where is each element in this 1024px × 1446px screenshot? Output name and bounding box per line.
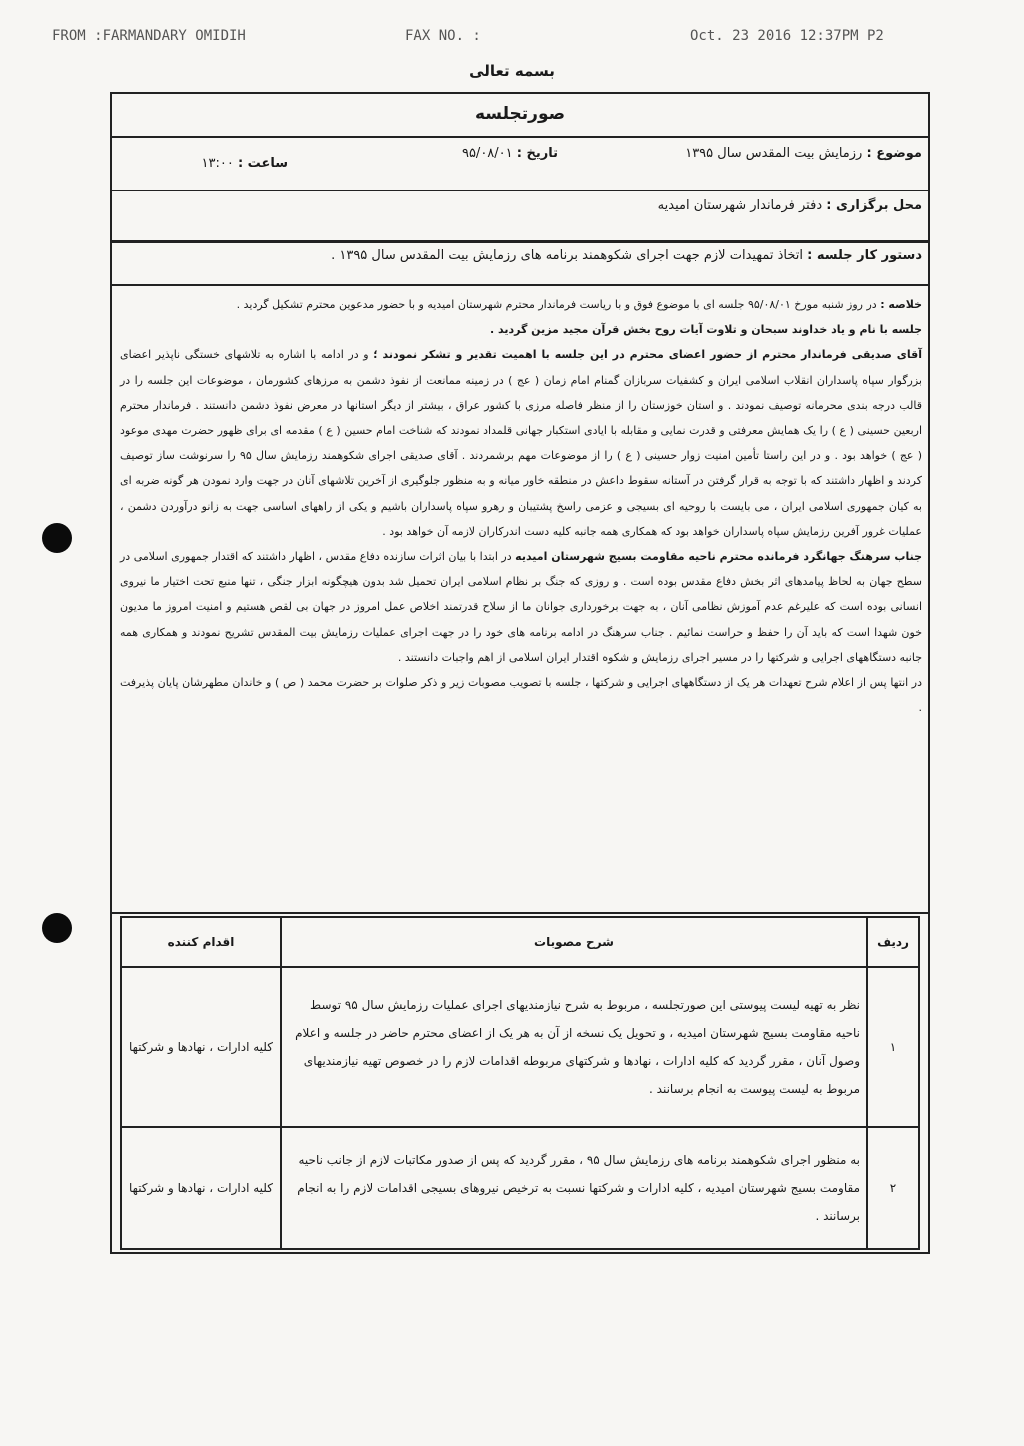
summary-text-4: در ابتدا با بیان اثرات سازنده دفاع مقدس ، اظهار داشتند که اقتدار جمهوری اسلامی در سطح جهان به لحاظ پیامدهای اثر بخش دفاع مقدس بوده است . و روزی که جنگ بر نظام اسلامی ایران تحمیل شد بدون هیچگونه ابزار جنگی ، تنها منبع تحت اختیار ما نیروی انسانی بوده است که علیرغم عدم آموزش نظامی آنان ، به جهت برخورداری جوانان ما از سلاح قدرتمند اخلاص عمل امروز در جهان بی لقص هستیم و امنیت امروز ما مدیون خون شهدا است که باید آن را حفظ و حراست نمائیم . جناب سرهنگ در ادامه برنامه های خود را در جهت اجرای عملیات رزمایش بیت المقدس تشریح نمودند و همکاری همه جانبه دستگاههای اجرایی و شرکتها را در مسیر اجرای رزمایش و شکوه اقتدار ایران اسلامی از اهم واجبات دانستند . [120,550,922,664]
row-description: نظر به تهیه لیست پیوستی این صورتجلسه ، مربوط به شرح نیازمندیهای اجرای عملیات رزمایش سال ۹۵ توسط ناحیه مقاومت بسیج شهرستان امیدیه ، و تحویل یک نسخه از آن به هر یک از اعضای محترم حاضر در جلسه و اعلام وصول آنان ، مقرر گردید که کلیه ادارات ، نهادها و شرکتهای مربوطه اقدامات لازم را در خصوص تهیه نیازمندیهای مربوط به لیست پیوست به انجام برسانند . [281,967,867,1127]
agenda-value: اتخاذ تمهیدات لازم جهت اجرای شکوهمند برنامه های رزمایش بیت المقدس سال ۱۳۹۵ . [331,248,803,263]
summary-paragraph-5 [120,670,922,720]
summary-text-3-bold: آقای صدیقی فرماندار محترم از حضور اعضای محترم در این جلسه با اهمیت تقدیر و تشکر نمودند ؛ [373,348,922,362]
fax-number: FAX NO. : [405,28,481,44]
summary-label: خلاصه : [880,298,922,311]
time-value: ۱۳:۰۰ [201,156,234,171]
date [462,146,558,161]
punch-hole [42,913,72,943]
fax-date-page: Oct. 23 2016 12:37PM P2 [690,28,884,44]
summary-text-1: در روز شنبه مورخ ۹۵/۰۸/۰۱ جلسه ای با موضوع فوق و با ریاست فرماندار محترم شهرستان امیدیه و با حضور مدعوین محترم تشکیل گردید . [236,298,877,311]
summary-paragraph-4 [120,544,922,670]
document-title: صورتجلسه [112,94,928,138]
summary-text-5: در انتها پس از اعلام شرح تعهدات هر یک از دستگاههای اجرایی و شرکتها ، جلسه با تصویب مصوبات زیر و ذکر صلوات بر حضرت محمد ( ص ) و خاندان مطهرشان پایان پذیرفت . [120,676,922,715]
bismillah: بسمه تعالی [469,62,555,80]
subject-label: موضوع : [866,146,922,161]
subject [685,146,922,161]
date-label: تاریخ : [516,146,558,161]
summary-paragraph-1 [120,292,922,317]
summary-text-2: جلسه با نام و یاد خداوند سبحان و تلاوت آیات روح بخش قرآن مجید مزین گردید . [489,323,922,337]
row-number: ۱ [867,967,919,1127]
time-label: ساعت : [237,156,288,171]
time [202,156,289,171]
table-row [121,1127,919,1249]
row-number: ۲ [867,1127,919,1249]
summary-text-4-bold: جناب سرهنگ جهانگرد فرمانده محترم ناحیه مقاومت بسیج شهرستان امیدیه [515,550,922,564]
fax-from: FROM :FARMANDARY OMIDIH [52,28,246,44]
date-value: ۹۵/۰۸/۰۱ [461,146,513,161]
row-description: به منظور اجرای شکوهمند برنامه های رزمایش سال ۹۵ ، مقرر گردید که پس از صدور مکاتبات لازم از جانب ناحیه مقاومت بسیج شهرستان امیدیه ، کلیه ادارات و شرکتها نسبت به ترخیص نیروهای بسیجی اقدامات لازم را به انجام برسانند . [281,1127,867,1249]
row-action-by: کلیه ادارات ، نهادها و شرکتها [121,967,281,1127]
venue-label: محل برگزاری : [826,198,922,213]
punch-hole [42,523,72,553]
summary-paragraph-3 [120,342,922,544]
fax-header [0,28,1024,48]
summary-section [112,288,928,914]
summary-text-3: و در ادامه با اشاره به تلاشهای خستگی ناپذیر اعضای بزرگوار سپاه پاسداران انقلاب اسلامی ایران و کشفیات سربازان گمنام امام زمان ( عج ) در زمینه ممانعت از نفوذ دشمن به مرزهای کشورمان ، موضوعات این جلسه را در قالب درجه بندی محرمانه توصیف نمودند . و استان خوزستان را از منظر فاصله مرزی با کشور عراق ، بیشتر از دیگر استانها در معرض نفوذ دشمن دانستند . فرماندار محترم اربعین حسینی ( ع ) را یک همایش معرفتی و قدرت نمایی و مقابله با ایادی استکبار جهانی قلمداد نمودند که شناخت امام حسین ( ع ) مقدمه ای برای ظهور حضرت مهدی موعود ( عج ) خواهد بود . و در این راستا تأمین امنیت زوار حسینی ( ع ) را از موضوعات مهم برشمردند . آقای صدیقی اجرای شکوهمند رزمایش سال ۹۵ را سرنوشت ساز توصیف کردند و اظهار داشتند که با توجه به قرار گرفتن در آستانه سقوط داعش در منطقه خاور میانه و به منظور جلوگیری از آخرین تلاشهای آنان در جهت وارد نمودن هر گونه ضربه ای به کیان جمهوری اسلامی ایران ، می بایست با روحیه ای بسیجی و عزمی راسخ پشتیبان و رهرو سپاه پاسداران باشیم و یکی از راههای اساسی جهت به زانو درآوردن دشمن ، عملیات غرور آفرین رزمایش سپاه پاسداران خواهد بود که همکاری همه جانبه کلیه دست اندرکاران لازمه آن خواهد بود . [120,348,922,538]
minutes-form [110,92,930,1254]
venue-value: دفتر فرماندار شهرستان امیدیه [657,198,823,213]
column-header-no: ردیف [867,917,919,967]
resolutions-table [120,916,920,1250]
agenda-label: دستور کار جلسه : [807,248,922,263]
venue-row [112,190,928,242]
row-action-by: کلیه ادارات ، نهادها و شرکتها [121,1127,281,1249]
subject-value: رزمایش بیت المقدس سال ۱۳۹۵ [685,146,863,161]
summary-paragraph-2 [120,317,922,342]
table-row [121,967,919,1127]
resolutions-header-row [121,917,919,967]
column-header-action-by: اقدام کننده [121,917,281,967]
agenda-row [112,242,928,286]
column-header-description: شرح مصوبات [281,917,867,967]
